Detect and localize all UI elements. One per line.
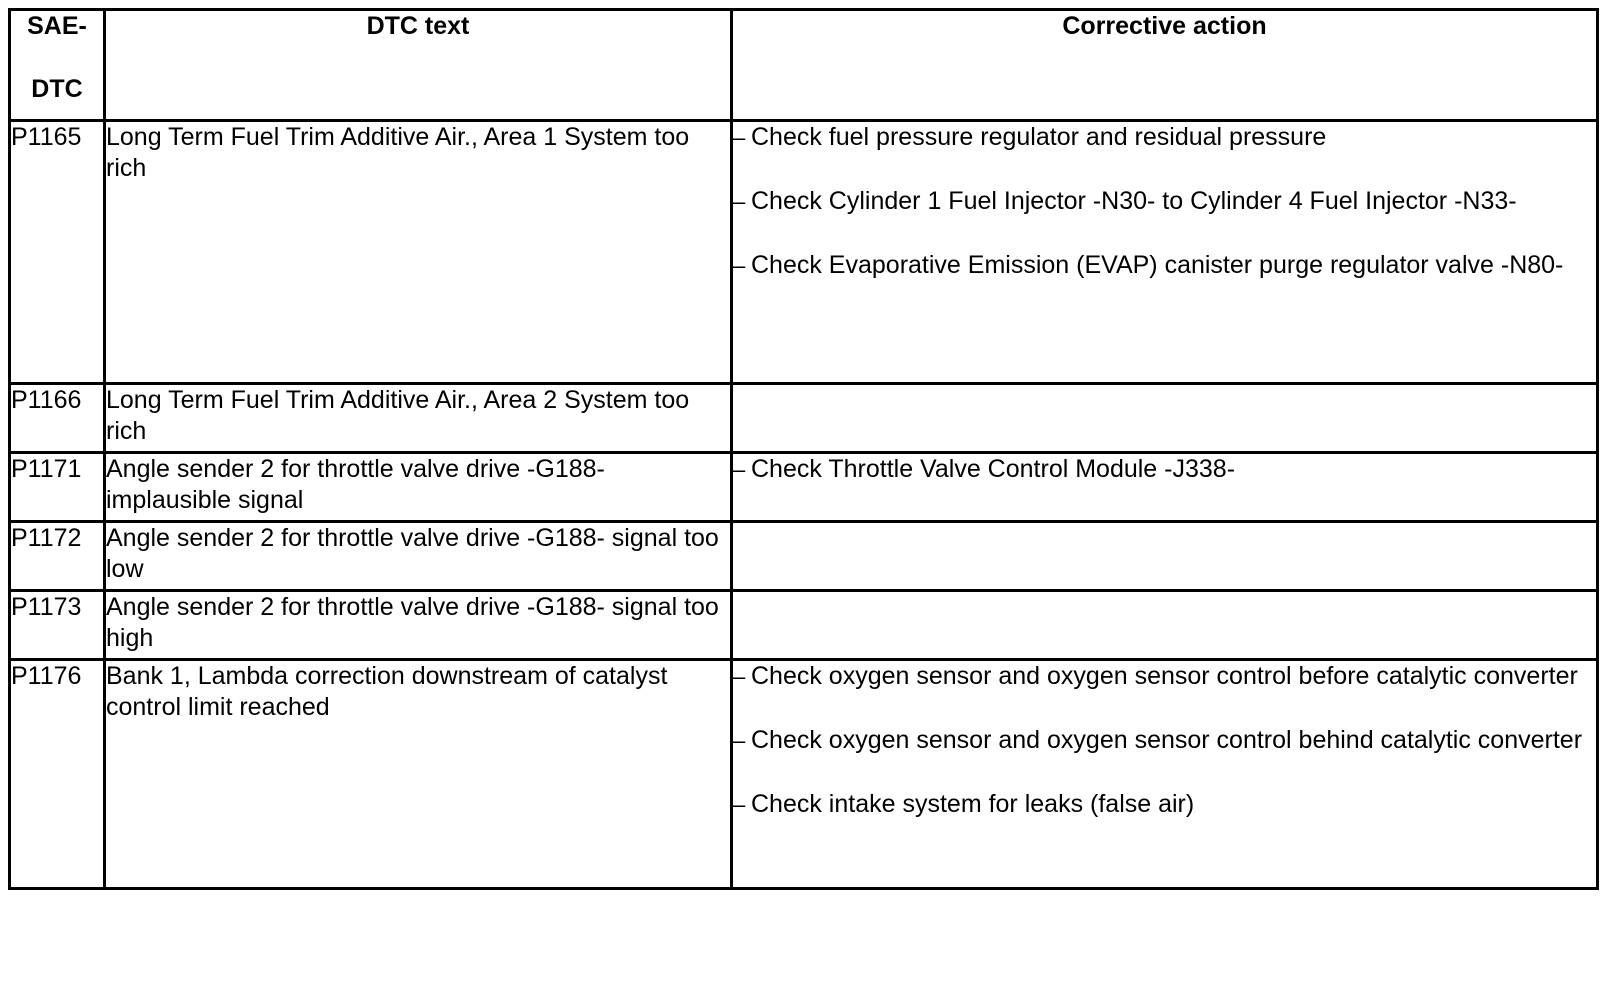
dtc-code: P1165 (10, 121, 105, 384)
action-text: Check oxygen sensor and oxygen sensor control behind catalytic converter (751, 726, 1583, 754)
action-item (733, 661, 1596, 692)
dtc-text: Long Term Fuel Trim Additive Air., Area 1 System too rich (105, 121, 732, 384)
header-sae-line1: SAE- (27, 12, 87, 40)
table-row (10, 121, 1598, 384)
dash-bullet: – (733, 728, 746, 753)
header-dtc-text: DTC text (105, 10, 732, 121)
table-row (10, 453, 1598, 522)
header-row (10, 10, 1598, 121)
dtc-text: Angle sender 2 for throttle valve drive -G188- signal too high (105, 591, 732, 660)
dtc-code: P1166 (10, 384, 105, 453)
dash-bullet: – (733, 189, 746, 214)
dtc-code: P1173 (10, 591, 105, 660)
dash-bullet: – (733, 457, 746, 482)
dtc-text: Angle sender 2 for throttle valve drive -G188- signal too low (105, 522, 732, 591)
dtc-text: Angle sender 2 for throttle valve drive -G188- implausible signal (105, 453, 732, 522)
dash-bullet: – (733, 125, 746, 150)
corrective-action-cell (732, 453, 1598, 522)
action-text: Check Cylinder 1 Fuel Injector -N30- to Cylinder 4 Fuel Injector -N33- (751, 187, 1517, 215)
header-sae-dtc (10, 10, 105, 121)
table-row (10, 522, 1598, 591)
action-item (733, 250, 1596, 281)
action-item (733, 725, 1596, 756)
action-item (733, 454, 1596, 485)
dash-bullet: – (733, 253, 746, 278)
table-row (10, 591, 1598, 660)
table-row (10, 384, 1598, 453)
action-item (733, 789, 1596, 820)
corrective-action-cell (732, 384, 1598, 453)
action-text: Check intake system for leaks (false air) (751, 790, 1195, 818)
corrective-action-cell (732, 660, 1598, 889)
dash-bullet: – (733, 792, 746, 817)
corrective-action-cell (732, 121, 1598, 384)
dtc-table (8, 8, 1599, 890)
header-sae-line2: DTC (31, 75, 83, 103)
dash-bullet: – (733, 664, 746, 689)
action-text: Check Evaporative Emission (EVAP) canister purge regulator valve -N80- (751, 251, 1564, 279)
dtc-code: P1176 (10, 660, 105, 889)
dtc-code: P1171 (10, 453, 105, 522)
corrective-action-cell (732, 522, 1598, 591)
action-text: Check Throttle Valve Control Module -J338- (751, 455, 1236, 483)
dtc-code: P1172 (10, 522, 105, 591)
dtc-text: Long Term Fuel Trim Additive Air., Area 2 System too rich (105, 384, 732, 453)
action-item (733, 186, 1596, 217)
header-corrective-action: Corrective action (732, 10, 1598, 121)
action-text: Check fuel pressure regulator and residual pressure (751, 123, 1327, 151)
action-item (733, 122, 1596, 153)
action-text: Check oxygen sensor and oxygen sensor control before catalytic converter (751, 662, 1578, 690)
table-row (10, 660, 1598, 889)
dtc-table-container (8, 8, 1599, 890)
corrective-action-cell (732, 591, 1598, 660)
dtc-text: Bank 1, Lambda correction downstream of catalyst control limit reached (105, 660, 732, 889)
